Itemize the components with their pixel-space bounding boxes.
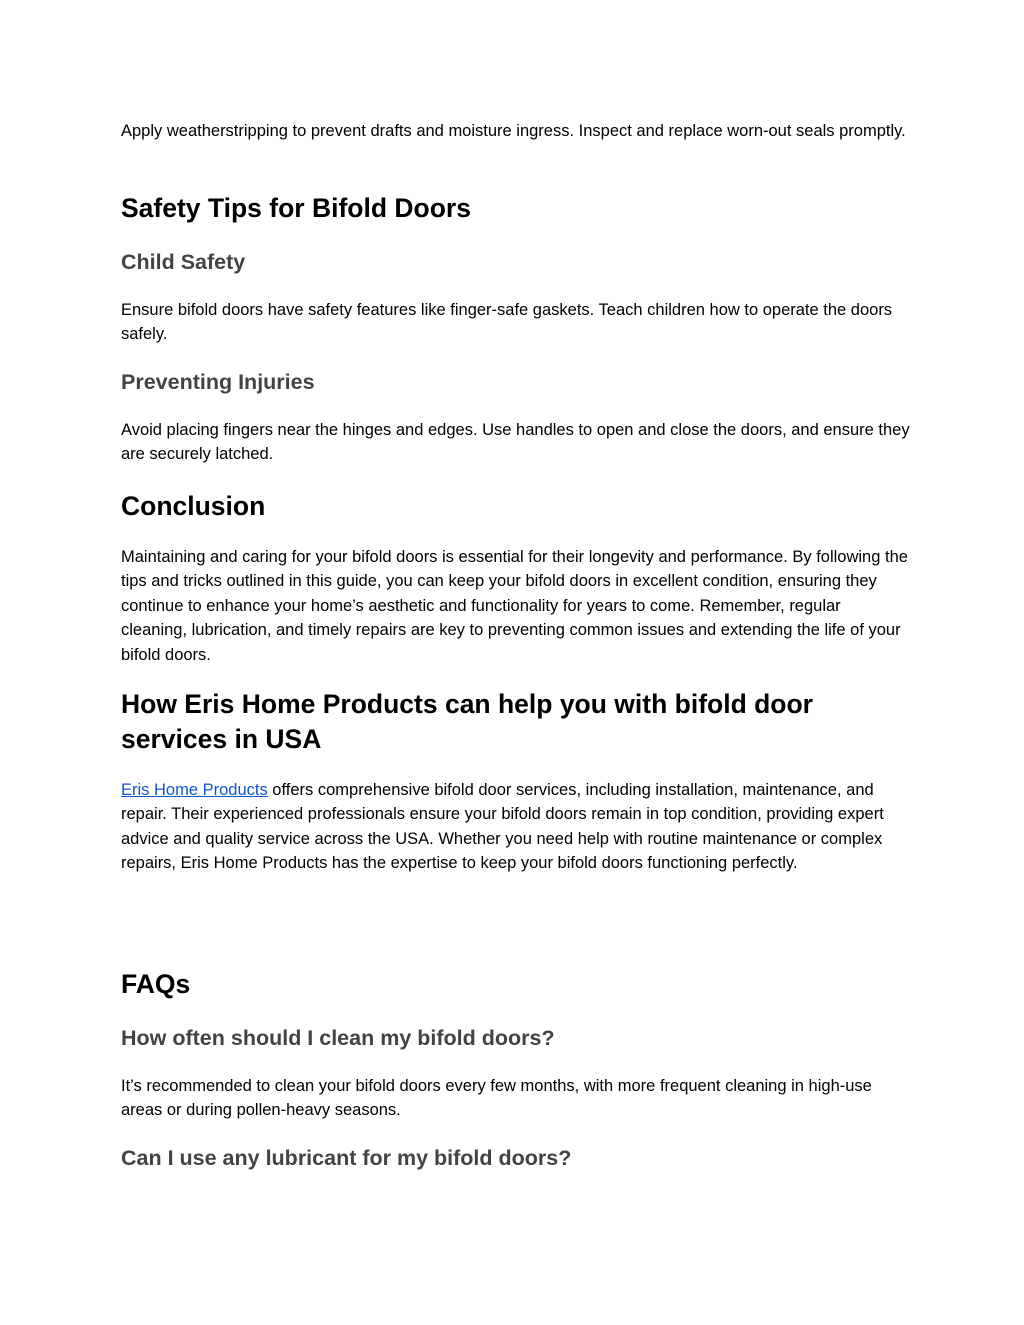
heading-faqs: FAQs bbox=[121, 969, 191, 999]
eris-home-products-link[interactable]: Eris Home Products bbox=[121, 781, 268, 799]
subheading-child-safety: Child Safety bbox=[121, 250, 246, 274]
heading-conclusion: Conclusion bbox=[121, 491, 266, 521]
paragraph-conclusion: Maintaining and caring for your bifold doors is essential for their longevity and performance. By following the tips and tricks outlined in this guide, you can keep your bifold doors in excellent condition, ensuring they continue to enhance your home’s aesthetic and functionality for years to come. Remember, regular cleaning, lubrication, and timely repairs are key to preventing common issues and extending the life of your bifold doors. bbox=[121, 548, 908, 664]
subheading-preventing-injuries: Preventing Injuries bbox=[121, 370, 315, 394]
paragraph-preventing-injuries: Avoid placing fingers near the hinges and edges. Use handles to open and close the doors, and ensure they are securely latched. bbox=[121, 421, 910, 464]
paragraph-eris-services bbox=[121, 778, 911, 876]
subheading-faq-clean: How often should I clean my bifold doors? bbox=[121, 1026, 555, 1050]
heading-eris-help: How Eris Home Products can help you with bifold door services in USA bbox=[121, 689, 813, 754]
paragraph-faq-clean: It’s recommended to clean your bifold doors every few months, with more frequent cleaning in high-use areas or during pollen-heavy seasons. bbox=[121, 1077, 872, 1120]
paragraph-eris-text: offers comprehensive bifold door services, including installation, maintenance, and repair. Their experienced professionals ensure your bifold doors remain in top condition, providing expert advice and quality service across the USA. Whether you need help with routine maintenance or complex repairs, Eris Home Products has the expertise to keep your bifold doors functioning perfectly. bbox=[121, 781, 884, 873]
paragraph-weatherstripping: Apply weatherstripping to prevent drafts and moisture ingress. Inspect and replace worn-out seals promptly. bbox=[121, 122, 906, 140]
heading-safety-tips: Safety Tips for Bifold Doors bbox=[121, 193, 471, 223]
subheading-faq-lubricant: Can I use any lubricant for my bifold doors? bbox=[121, 1146, 572, 1170]
paragraph-child-safety: Ensure bifold doors have safety features like finger-safe gaskets. Teach children how to operate the doors safely. bbox=[121, 301, 893, 344]
